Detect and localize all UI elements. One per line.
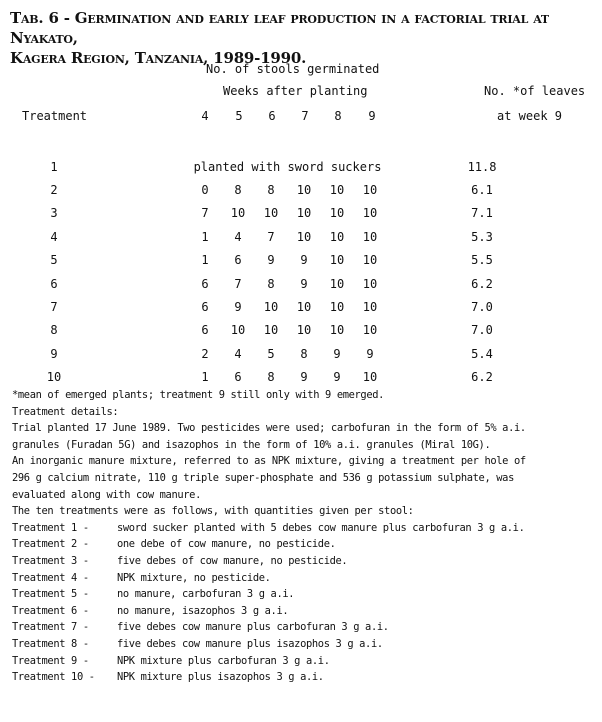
table-row bbox=[14, 272, 526, 295]
title-line-1: Tab. 6 - Germination and early leaf production in a factorial trial at Nyakato, bbox=[10, 9, 549, 47]
leaves-cell: 6.1 bbox=[471, 183, 493, 198]
treatment-cell: 9 bbox=[50, 346, 58, 361]
leaves-cell: 11.8 bbox=[467, 159, 497, 174]
stool-count-cell: 9 bbox=[234, 300, 242, 315]
treatment-cell: 4 bbox=[50, 229, 58, 244]
stool-count-cell: 8 bbox=[267, 183, 275, 198]
treatment-detail-desc: no manure, isazophos 3 g a.i. bbox=[117, 604, 289, 617]
details-line: evaluated along with cow manure. bbox=[12, 488, 201, 501]
treatment-cell: 2 bbox=[50, 183, 58, 198]
group-header: No. of stools germinated bbox=[206, 62, 380, 76]
treatment-cell: 1 bbox=[50, 159, 58, 174]
stool-count-cell: 10 bbox=[263, 323, 279, 338]
stool-count-cell: 10 bbox=[329, 300, 345, 315]
table-row bbox=[14, 319, 526, 342]
stool-count-cell: 8 bbox=[234, 183, 242, 198]
leaves-cell: 6.2 bbox=[471, 276, 493, 291]
table-row bbox=[14, 178, 526, 201]
treatment-cell: 6 bbox=[50, 276, 58, 291]
table-row bbox=[14, 366, 526, 389]
treatment-detail bbox=[12, 636, 597, 653]
leaves-cell: 5.5 bbox=[471, 253, 493, 268]
notes-section bbox=[12, 387, 597, 686]
stool-count-cell: 10 bbox=[296, 183, 312, 198]
stool-count-cell: 4 bbox=[234, 229, 242, 244]
leaves-header-line1: No. *of leaves bbox=[484, 84, 586, 98]
stool-count-cell: 10 bbox=[362, 206, 378, 221]
stool-count-cell: 10 bbox=[329, 229, 345, 244]
treatment-detail-desc: NPK mixture plus carbofuran 3 g a.i. bbox=[117, 654, 330, 667]
details-line: An inorganic manure mixture, referred to as NPK mixture, giving a treatment per hole of bbox=[12, 455, 526, 468]
week-header: 8 bbox=[334, 109, 342, 123]
sword-sucker-note: planted with sword suckers bbox=[193, 159, 382, 174]
treatment-detail-name: Treatment 2 - bbox=[12, 538, 89, 551]
stool-count-cell: 10 bbox=[263, 206, 279, 221]
stool-count-cell: 9 bbox=[300, 253, 308, 268]
stool-count-cell: 10 bbox=[230, 323, 246, 338]
weeks-header: Weeks after planting bbox=[223, 84, 368, 98]
stool-count-cell: 1 bbox=[201, 370, 209, 385]
treatment-detail-name: Treatment 1 - bbox=[12, 521, 89, 534]
stool-count-cell: 10 bbox=[362, 276, 378, 291]
treatment-detail-desc: five debes cow manure plus carbofuran 3 g a.i. bbox=[117, 621, 389, 634]
stool-count-cell: 1 bbox=[201, 229, 209, 244]
treatment-detail bbox=[12, 603, 597, 620]
stool-count-cell: 7 bbox=[267, 229, 275, 244]
stool-count-cell: 10 bbox=[362, 229, 378, 244]
treatment-cell: 8 bbox=[50, 323, 58, 338]
treatment-detail bbox=[12, 669, 597, 686]
treatment-detail-name: Treatment 3 - bbox=[12, 554, 89, 567]
stool-count-cell: 8 bbox=[300, 346, 308, 361]
table-row bbox=[14, 295, 526, 318]
stool-count-cell: 10 bbox=[362, 370, 378, 385]
stool-count-cell: 7 bbox=[201, 206, 209, 221]
stool-count-cell: 2 bbox=[201, 346, 209, 361]
stool-count-cell: 6 bbox=[234, 253, 242, 268]
stool-count-cell: 9 bbox=[333, 346, 341, 361]
table-row bbox=[14, 342, 526, 365]
leaves-cell: 7.0 bbox=[471, 323, 493, 338]
treatment-detail-name: Treatment 8 - bbox=[12, 637, 89, 650]
details-line: Trial planted 17 June 1989. Two pesticides were used; carbofuran in the form of 5% a.i. bbox=[12, 422, 526, 435]
treatment-detail-name: Treatment 9 - bbox=[12, 654, 89, 667]
table-row bbox=[14, 225, 526, 248]
stool-count-cell: 6 bbox=[201, 300, 209, 315]
details-line: 296 g calcium nitrate, 110 g triple super-phosphate and 536 g potassium sulphate, was bbox=[12, 471, 514, 484]
stool-count-cell: 8 bbox=[267, 276, 275, 291]
stool-count-cell: 10 bbox=[329, 206, 345, 221]
treatment-detail-desc: five debes cow manure plus isazophos 3 g a.i. bbox=[117, 637, 383, 650]
stool-count-cell: 0 bbox=[201, 183, 209, 198]
treatment-detail-name: Treatment 5 - bbox=[12, 588, 89, 601]
treatments-intro: The ten treatments were as follows, with quantities given per stool: bbox=[12, 505, 414, 518]
footnote: *mean of emerged plants; treatment 9 still only with 9 emerged. bbox=[12, 389, 385, 401]
treatment-detail bbox=[12, 553, 597, 570]
leaves-header-line2: at week 9 bbox=[497, 109, 563, 123]
stool-count-cell: 10 bbox=[329, 276, 345, 291]
treatment-detail-desc: NPK mixture plus isazophos 3 g a.i. bbox=[117, 671, 324, 684]
stool-count-cell: 10 bbox=[263, 300, 279, 315]
stool-count-cell: 10 bbox=[362, 183, 378, 198]
treatment-detail bbox=[12, 619, 597, 636]
treatment-header: Treatment bbox=[22, 109, 88, 123]
treatment-cell: 3 bbox=[50, 206, 58, 221]
details-heading: Treatment details: bbox=[12, 405, 119, 418]
leaves-cell: 7.1 bbox=[471, 206, 493, 221]
week-header: 6 bbox=[268, 109, 276, 123]
stool-count-cell: 9 bbox=[333, 370, 341, 385]
leaves-cell: 6.2 bbox=[471, 370, 493, 385]
treatment-detail-name: Treatment 6 - bbox=[12, 604, 89, 617]
leaves-cell: 5.4 bbox=[471, 346, 493, 361]
treatment-cell: 5 bbox=[50, 253, 58, 268]
stool-count-cell: 6 bbox=[201, 276, 209, 291]
stool-count-cell: 10 bbox=[296, 206, 312, 221]
table-row bbox=[14, 249, 526, 272]
stool-count-cell: 10 bbox=[362, 253, 378, 268]
stool-count-cell: 4 bbox=[234, 346, 242, 361]
treatment-cell: 10 bbox=[46, 370, 62, 385]
stool-count-cell: 6 bbox=[201, 323, 209, 338]
treatment-detail-name: Treatment 4 - bbox=[12, 571, 89, 584]
stool-count-cell: 7 bbox=[234, 276, 242, 291]
stool-count-cell: 9 bbox=[267, 253, 275, 268]
germination-table bbox=[14, 155, 526, 389]
treatment-detail-name: Treatment 10 - bbox=[12, 671, 95, 684]
week-header: 9 bbox=[368, 109, 376, 123]
week-header: 5 bbox=[235, 109, 243, 123]
treatment-detail bbox=[12, 570, 597, 587]
table-title bbox=[10, 8, 595, 68]
treatment-detail bbox=[12, 586, 597, 603]
stool-count-cell: 10 bbox=[329, 183, 345, 198]
details-line: granules (Furadan 5G) and isazophos in the form of 10% a.i. granules (Miral 10G). bbox=[12, 438, 491, 451]
stool-count-cell: 9 bbox=[300, 370, 308, 385]
stool-count-cell: 10 bbox=[362, 300, 378, 315]
table-row bbox=[14, 202, 526, 225]
treatment-cell: 7 bbox=[50, 300, 58, 315]
treatment-detail-desc: no manure, carbofuran 3 g a.i. bbox=[117, 588, 295, 601]
stool-count-cell: 6 bbox=[234, 370, 242, 385]
stool-count-cell: 9 bbox=[300, 276, 308, 291]
title-line-2: Kagera Region, Tanzania, 1989-1990. bbox=[10, 49, 307, 67]
leaves-cell: 5.3 bbox=[471, 229, 493, 244]
week-header: 4 bbox=[201, 109, 209, 123]
stool-count-cell: 10 bbox=[296, 323, 312, 338]
stool-count-cell: 10 bbox=[329, 253, 345, 268]
stool-count-cell: 10 bbox=[362, 323, 378, 338]
week-header: 7 bbox=[301, 109, 309, 123]
leaves-cell: 7.0 bbox=[471, 300, 493, 315]
stool-count-cell: 1 bbox=[201, 253, 209, 268]
treatment-detail bbox=[12, 520, 597, 537]
stool-count-cell: 10 bbox=[296, 300, 312, 315]
treatment-detail bbox=[12, 653, 597, 670]
stool-count-cell: 10 bbox=[329, 323, 345, 338]
treatment-detail bbox=[12, 536, 597, 553]
treatment-detail-name: Treatment 7 - bbox=[12, 621, 89, 634]
stool-count-cell: 5 bbox=[267, 346, 275, 361]
stool-count-cell: 9 bbox=[366, 346, 374, 361]
table-row bbox=[14, 155, 526, 178]
treatment-detail-desc: NPK mixture, no pesticide. bbox=[117, 571, 271, 584]
treatment-detail-desc: one debe of cow manure, no pesticide. bbox=[117, 538, 336, 551]
treatment-detail-desc: five debes of cow manure, no pesticide. bbox=[117, 554, 348, 567]
treatment-detail-desc: sword sucker planted with 5 debes cow manure plus carbofuran 3 g a.i. bbox=[117, 521, 525, 534]
stool-count-cell: 10 bbox=[230, 206, 246, 221]
stool-count-cell: 10 bbox=[296, 229, 312, 244]
stool-count-cell: 8 bbox=[267, 370, 275, 385]
